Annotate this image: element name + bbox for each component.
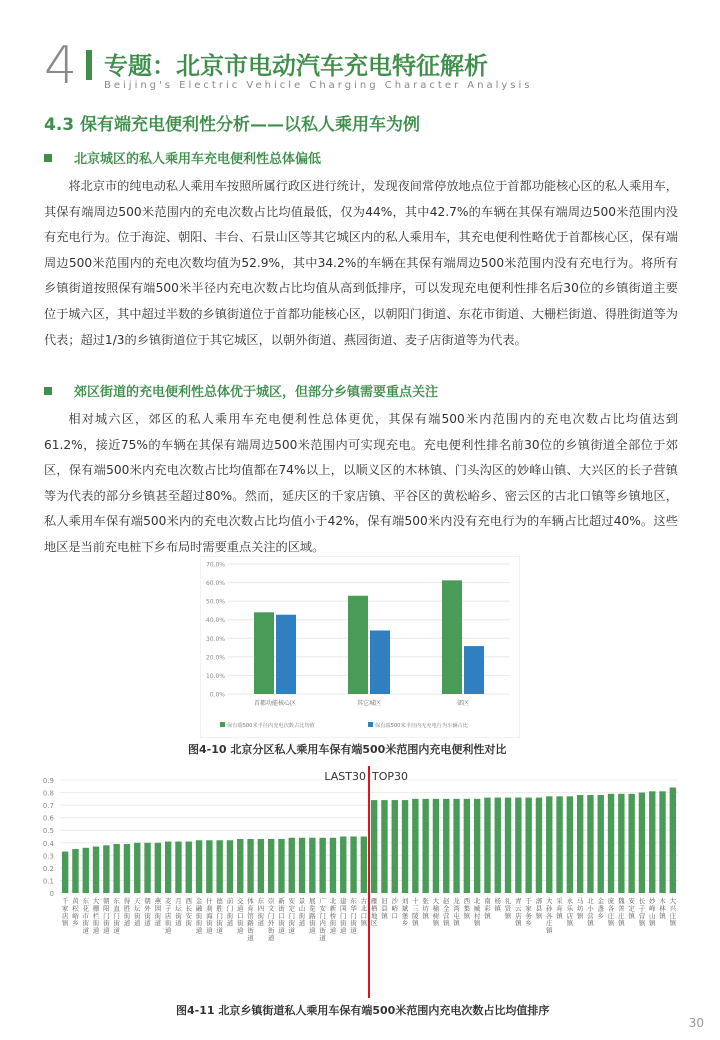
x-tick-label: 北臧村镇 [473, 897, 481, 928]
y-tick-label: 10.0% [205, 672, 225, 680]
legend-label: 保有端500米半径内充电次数占比均值 [227, 723, 315, 729]
x-tick-label: 十三陵镇 [412, 897, 419, 928]
ranking-bar [330, 838, 336, 893]
ranking-bar [268, 839, 274, 893]
x-tick-label: 大孙各庄镇 [546, 897, 553, 935]
ranking-bar [659, 791, 665, 893]
ranking-bar [72, 849, 78, 893]
bullet-square-icon [44, 154, 52, 162]
x-tick-label: 朝外街道 [144, 897, 151, 928]
legend-label: 保有端500米半径内无充电行为车辆占比 [375, 723, 468, 729]
x-tick-label: 天坛街道 [134, 897, 141, 928]
paragraph-suburban: 相对城六区，郊区的私人乘用车充电便利性总体更优，其保有端500米内范围内的充电次数占比均值达到61.2%，接近75%的车辆在其保有端周边500米范围内可实现充电。充电便利性排名前30位的乡镇街道全部位于郊区，保有端500米内充电次数占比均值都在74%以上，以顺义区的木林镇、门头沟区的妙峰山镇、大兴区的长子营镇等为代表的部分乡镇甚至超过80%。然而，延庆区的千家店镇、平谷区的黄松峪乡、密云区的古北口镇等乡镇地区，私人乘用车保有端500米内的充电次数占比均值小于42%，保有端500米内没有充电行为的车辆占比超过40%。这些地区是当前充电桩下乡布局时需要重点关注的区域。 [44, 412, 678, 554]
ranking-bar [577, 795, 583, 893]
figure-4-10-caption: 图4-10 北京分区私人乘用车保有端500米范围内充电便利性对比 [188, 743, 507, 756]
bullet-heading-text: 北京城区的私人乘用车充电便利性总体偏低 [74, 152, 322, 167]
x-tick-label: 大榆树镇 [432, 897, 440, 928]
x-tick-label: 其它城区 [356, 700, 382, 707]
ranking-bar [618, 794, 624, 893]
chapter-title: 专题：北京市电动汽车充电特征解析 [104, 52, 488, 80]
chapter-accent-bar [86, 50, 92, 80]
x-tick-label: 郊区 [456, 700, 470, 707]
bar-charge-share [442, 580, 462, 694]
ranking-bar [484, 798, 490, 893]
x-tick-label: 大兴庄镇 [669, 897, 677, 928]
x-tick-label: 南彩镇 [484, 897, 491, 920]
x-tick-label: 得胜街道 [123, 897, 131, 928]
x-tick-label: 杨镇 [494, 897, 501, 913]
x-tick-label: 什刹海街道 [206, 897, 213, 935]
x-tick-label: 德胜门街道 [216, 897, 223, 935]
y-tick-label: 0 [49, 890, 54, 898]
x-tick-label: 旧县镇 [381, 897, 388, 920]
x-tick-label: 采育镇 [556, 897, 563, 920]
x-tick-label: 沙峪口 [391, 897, 398, 920]
bullet-heading-urban [44, 148, 321, 167]
x-tick-label: 北小营镇 [587, 897, 594, 928]
ranking-bar [453, 799, 459, 893]
bar-no-charge-share [370, 630, 390, 694]
ranking-bar [422, 799, 428, 893]
y-tick-label: 0.3 [42, 852, 54, 861]
ranking-bar [639, 793, 645, 893]
x-tick-label: 西长安街 [185, 897, 192, 928]
ranking-bar [196, 840, 202, 893]
ranking-bar [670, 788, 676, 893]
x-tick-label: 庞各庄镇 [607, 897, 615, 928]
ranking-bar [278, 839, 284, 893]
y-tick-label: 50.0% [205, 598, 225, 606]
chart-township-ranking [30, 766, 690, 998]
x-tick-label: 古北口镇 [360, 897, 368, 928]
y-tick-label: 60.0% [205, 580, 225, 588]
y-tick-label: 0.2 [42, 864, 54, 873]
page-number: 30 [688, 1016, 704, 1030]
ranking-bar [113, 844, 119, 893]
ranking-bar [402, 800, 408, 893]
ranking-bar [433, 799, 439, 893]
legend-swatch [368, 722, 373, 727]
x-tick-label: 前门街道 [226, 897, 234, 928]
ranking-bar [628, 794, 634, 893]
ranking-bar [62, 852, 68, 893]
ranking-bar [237, 839, 243, 893]
ranking-bar [556, 796, 562, 893]
y-tick-label: 0.5 [42, 827, 54, 836]
y-tick-label: 0.6 [42, 814, 54, 823]
ranking-bar [186, 842, 192, 893]
x-tick-label: 展览路街道 [309, 897, 316, 935]
x-tick-label: 金融街街道 [195, 897, 203, 935]
y-tick-label: 0.4 [42, 839, 54, 848]
x-tick-label: 金盏乡 [597, 897, 604, 920]
ranking-bar [371, 800, 377, 893]
x-tick-label: 麦子店街道 [164, 897, 172, 935]
x-tick-label: 新街口街道 [278, 897, 285, 935]
ranking-bar [587, 795, 593, 893]
y-tick-label: 0.1 [42, 877, 54, 886]
chapter-number: 4 [44, 36, 78, 96]
annotation-top30: TOP30 [372, 770, 409, 783]
x-tick-label: 长子营镇 [638, 897, 646, 928]
y-tick-label: 0.8 [42, 789, 54, 798]
ranking-bar [515, 798, 521, 893]
y-tick-label: 0.0% [209, 691, 225, 699]
ranking-bar [134, 843, 140, 893]
bullet-heading-suburban [44, 381, 438, 400]
x-tick-label: 雁栖地区 [370, 897, 378, 928]
ranking-bar [144, 843, 150, 893]
x-tick-label: 月坛街道 [175, 897, 182, 928]
annotation-last30: LAST30 [324, 770, 366, 783]
bullet-square-icon [44, 387, 52, 395]
paragraph-urban: 将北京市的纯电动私人乘用车按照所属行政区进行统计，发现夜间常停放地点位于首都功能核心区的私人乘用车，其保有端周边500米范围内的充电次数占比均值最低，仅为44%，其中42.7%的车辆在其保有端周边500米范围内没有充电行为。位于海淀、朝阳、丰台、石景山区等其它城区内的私人乘用车，其充电便利性略优于首都核心区，保有端周边500米范围内的充电次数均值为52.9%，其中34.2%的车辆在其保有端周边500米范围内没有充电行为。将所有乡镇街道按照保有端500米半径内充电次数占比均值从高到低排序，可以发现充电便利性排名后30位的乡镇街道主要位于城六区，其中超过半数的乡镇街道位于首都功能核心区，以朝阳门街道、东花市街道、大栅栏街道、得胜街道等为代表；超过1/3的乡镇街道位于其它城区，以朝外街道、燕园街道、麦子店街道等为代表。 [44, 179, 678, 347]
ranking-bar [155, 843, 161, 893]
x-tick-label: 朝阳门街道 [103, 897, 110, 935]
x-tick-label: 东花市街道 [82, 897, 89, 935]
bar-no-charge-share [276, 615, 296, 694]
ranking-bar [474, 799, 480, 893]
figure-4-11-caption: 图4-11 北京乡镇街道私人乘用车保有端500米范围内充电次数占比均值排序 [176, 1004, 550, 1017]
ranking-bar [247, 839, 253, 893]
x-tick-label: 木林镇 [659, 897, 666, 920]
ranking-bar [392, 800, 398, 893]
ranking-bar [598, 795, 604, 893]
ranking-bar [567, 796, 573, 893]
x-tick-label: 东华门街道 [350, 897, 357, 935]
x-tick-label: 千家店镇 [61, 897, 69, 928]
x-tick-label: 漷县镇 [535, 897, 543, 920]
ranking-bar [412, 799, 418, 893]
chart-district-comparison [200, 556, 520, 738]
ranking-bar [505, 798, 511, 893]
ranking-bar [165, 842, 171, 893]
section-title: 4.3 保有端充电便利性分析——以私人乘用车为例 [44, 115, 421, 135]
x-tick-label: 景山街道 [298, 897, 306, 928]
bar-no-charge-share [464, 646, 484, 694]
y-tick-label: 40.0% [205, 617, 225, 625]
x-tick-label: 首都功能核心区 [253, 700, 297, 707]
ranking-bar [381, 800, 387, 893]
y-tick-label: 0.9 [42, 777, 54, 785]
ranking-bar [536, 798, 542, 893]
ranking-bar [206, 840, 212, 893]
bullet-heading-text: 郊区街道的充电便利性总体优于城区，但部分乡镇需要重点关注 [74, 385, 439, 400]
ranking-bar [443, 799, 449, 893]
ranking-bar [495, 798, 501, 893]
ranking-bar [309, 838, 315, 893]
x-tick-label: 刘斌堡乡 [401, 897, 409, 928]
x-tick-label: 建国门街道 [340, 897, 347, 935]
ranking-bar [350, 837, 356, 894]
chapter-subtitle: Beijing's Electric Vehicle Charging Character Analysis [104, 80, 533, 91]
x-tick-label: 青云店镇 [515, 897, 522, 928]
ranking-bar [93, 847, 99, 893]
ranking-bar [227, 840, 233, 893]
x-tick-label: 体育馆路街道 [247, 897, 254, 942]
ranking-bar [289, 838, 295, 893]
x-tick-label: 广安门内街道 [319, 897, 326, 942]
ranking-bar [124, 844, 130, 893]
x-tick-label: 赵全营镇 [443, 897, 450, 928]
y-tick-label: 30.0% [205, 635, 225, 643]
ranking-bar [103, 845, 109, 893]
x-tick-label: 礼贤镇 [504, 897, 512, 920]
ranking-bar [299, 838, 305, 893]
ranking-bar [649, 791, 655, 893]
x-tick-label: 安定门街道 [288, 897, 295, 935]
x-tick-label: 于家务乡 [525, 897, 532, 928]
ranking-bar [546, 796, 552, 893]
x-tick-label: 永乐店镇 [566, 897, 574, 928]
x-tick-label: 大栅栏街道 [92, 897, 100, 935]
x-tick-label: 燕园街道 [154, 897, 162, 928]
x-tick-label: 东直门街道 [113, 897, 120, 935]
bar-charge-share [254, 612, 274, 694]
ranking-bar [340, 837, 346, 894]
ranking-bar [175, 842, 181, 893]
ranking-bar [83, 848, 89, 893]
x-tick-label: 妙峰山镇 [649, 897, 656, 928]
y-tick-label: 70.0% [205, 561, 225, 569]
x-tick-label: 交道口街道 [237, 897, 244, 935]
x-tick-label: 北新桥街道 [329, 897, 337, 935]
ranking-bar [361, 837, 367, 894]
ranking-bar [258, 839, 264, 893]
y-tick-label: 0.7 [42, 802, 54, 811]
x-tick-label: 西集镇 [463, 897, 471, 920]
bar-charge-share [348, 596, 368, 694]
ranking-bar [525, 798, 531, 893]
y-tick-label: 20.0% [205, 654, 225, 662]
x-tick-label: 龙湾屯镇 [453, 897, 460, 928]
ranking-bar [216, 840, 222, 893]
ranking-bar [608, 794, 614, 893]
ranking-bar [464, 799, 470, 893]
x-tick-label: 黄松峪乡 [72, 897, 79, 928]
legend-swatch [220, 722, 225, 727]
x-tick-label: 魏善庄镇 [618, 897, 625, 928]
x-tick-label: 东四街道 [257, 897, 265, 928]
x-tick-label: 马坊镇 [576, 897, 584, 920]
x-tick-label: 张坊镇 [422, 897, 429, 920]
ranking-bar [319, 838, 325, 893]
x-tick-label: 安定镇 [628, 897, 635, 920]
x-tick-label: 崇文门外街道 [267, 897, 275, 942]
